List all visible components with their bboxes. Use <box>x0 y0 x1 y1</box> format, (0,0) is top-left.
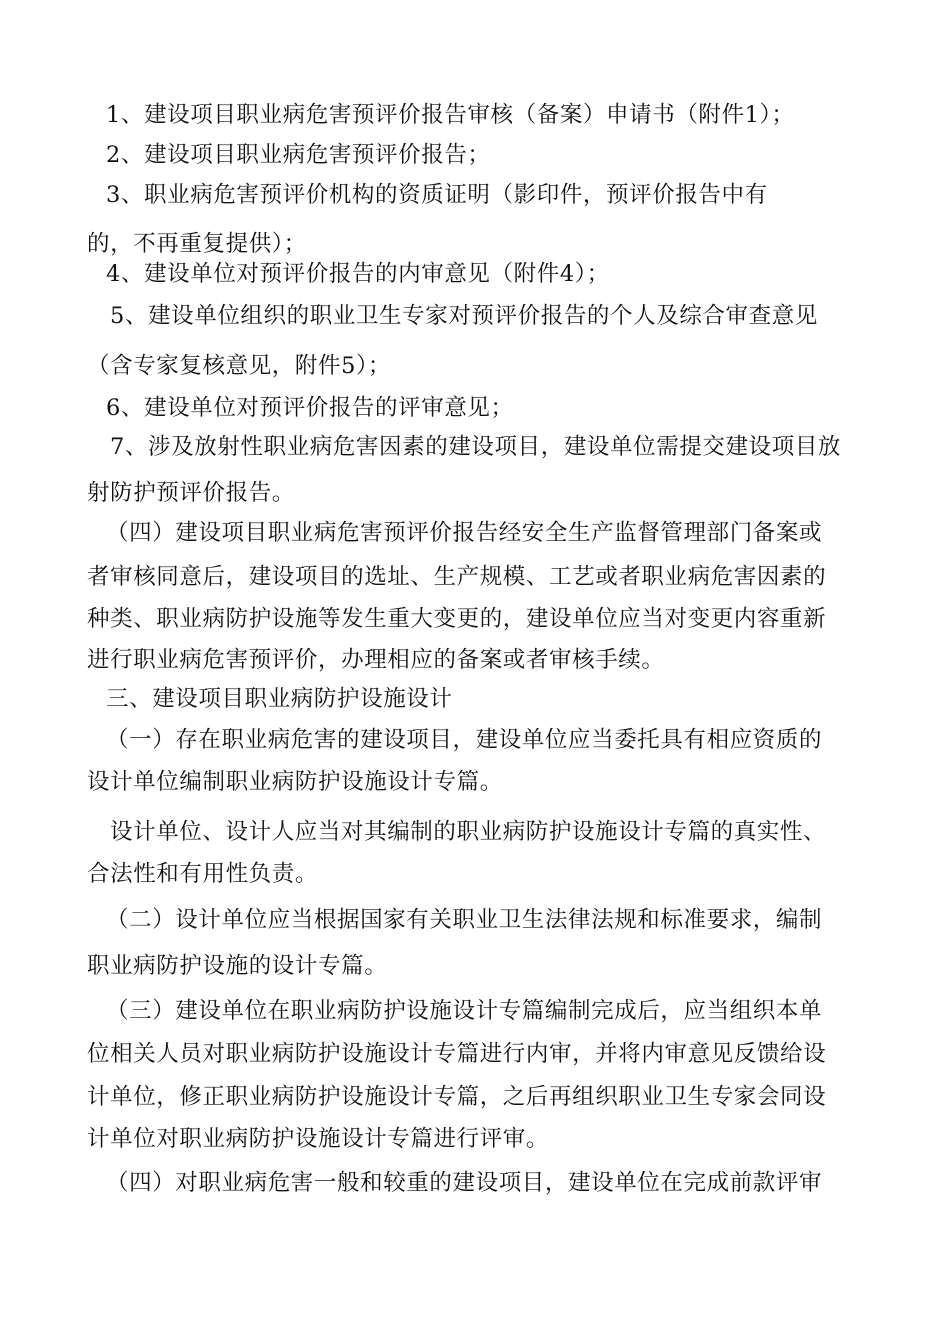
text-line: 计单位，修正职业病防护设施设计专篇，之后再组织职业卫生专家会同设 <box>87 1084 827 1110</box>
text-line: 4、建设单位对预评价报告的内审意见（附件4）； <box>106 261 610 287</box>
text-line: 种类、职业病防护设施等发生重大变更的，建设单位应当对变更内容重新 <box>87 606 827 632</box>
text-line: 7、涉及放射性职业病危害因素的建设项目，建设单位需提交建设项目放 <box>110 434 842 460</box>
text-line: （三）建设单位在职业病防护设施设计专篇编制完成后，应当组织本单 <box>106 998 823 1024</box>
text-line: 1、建设项目职业病危害预评价报告审核（备案）申请书（附件1）； <box>106 102 795 128</box>
text-line: 进行职业病危害预评价，办理相应的备案或者审核手续。 <box>87 647 665 673</box>
text-line: 合法性和有用性负责。 <box>87 861 319 887</box>
text-line: 设计单位编制职业病防护设施设计专篇。 <box>87 769 503 795</box>
section-heading: 三、建设项目职业病防护设施设计 <box>106 686 453 712</box>
text-line: （四）建设项目职业病危害预评价报告经安全生产监督管理部门备案或 <box>106 520 823 546</box>
text-line: 设计单位、设计人应当对其编制的职业病防护设施设计专篇的真实性、 <box>110 819 827 845</box>
text-line: 的，不再重复提供）； <box>87 231 307 257</box>
text-line: 者审核同意后，建设项目的选址、生产规模、工艺或者职业病危害因素的 <box>87 564 827 590</box>
text-line: 6、建设单位对预评价报告的评审意见； <box>106 395 514 421</box>
text-line: 2、建设项目职业病危害预评价报告； <box>106 142 491 168</box>
text-line: 5、建设单位组织的职业卫生专家对预评价报告的个人及综合审查意见 <box>110 303 818 329</box>
text-line: 3、职业病危害预评价机构的资质证明（影印件，预评价报告中有 <box>106 182 768 208</box>
text-line: （含专家复核意见，附件5）； <box>87 353 391 379</box>
text-line: 职业病防护设施的设计专篇。 <box>87 953 388 979</box>
text-line: 计单位对职业病防护设施设计专篇进行评审。 <box>87 1126 550 1152</box>
text-line: 位相关人员对职业病防护设施设计专篇进行内审，并将内审意见反馈给设 <box>87 1041 827 1067</box>
text-line: （二）设计单位应当根据国家有关职业卫生法律法规和标准要求，编制 <box>106 907 823 933</box>
text-line: 射防护预评价报告。 <box>87 480 295 506</box>
text-line: （一）存在职业病危害的建设项目，建设单位应当委托具有相应资质的 <box>106 727 823 753</box>
text-line: （四）对职业病危害一般和较重的建设项目，建设单位在完成前款评审 <box>106 1170 823 1196</box>
